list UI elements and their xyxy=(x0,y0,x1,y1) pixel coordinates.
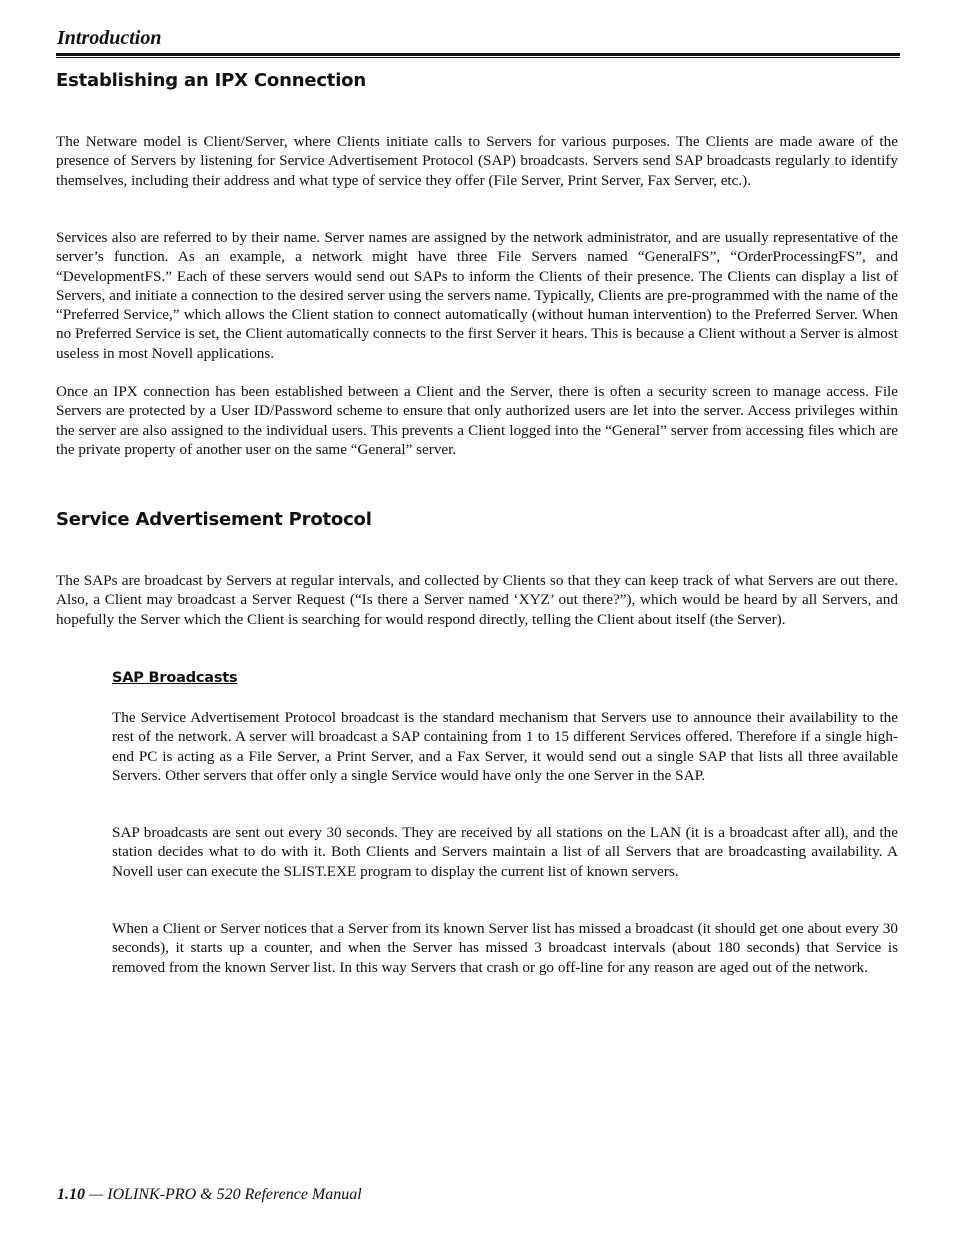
page-header-title: Introduction xyxy=(57,27,162,49)
paragraph-service-names: Services also are referred to by their name. Server names are assigned by the network administrator, and are usually representative of the server’s function. As an example, a network might have three File Servers named “GeneralFS”, “OrderProcessingFS”, and “DevelopmentFS.” Each of these servers would send out SAPs to inform the Clients of their presence. The Clients can display a list of Servers, and initiate a connection to the desired server using the servers name. Typically, Clients are pre-programmed with the name of the “Preferred Service,” which allows the Client station to connect automatically (without human intervention) to the Preferred Server. When no Preferred Service is set, the Client automatically connects to the first Server it hears. This is because a Client without a Server is almost useless in most Novell applications. xyxy=(56,229,898,362)
paragraph-sap-aging: When a Client or Server notices that a Server from its known Server list has missed a broadcast (it should get one about every 30 seconds), it starts up a counter, and when the Server has missed 3 broadcast intervals (about 180 seconds) that Service is removed from the known Server list. In this way Servers that crash or go off-line for any reason are aged out of the network. xyxy=(112,920,898,976)
paragraph-netware-model: The Netware model is Client/Server, where Clients initiate calls to Servers for various purposes. The Clients are made aware of the presence of Servers by listening for Service Advertisement Protocol (SAP) broadcasts. Servers send SAP broadcasts regularly to identify themselves, including their address and what type of service they offer (File Server, Print Server, Fax Server, etc.). xyxy=(56,133,898,189)
paragraph-sap-interval: SAP broadcasts are sent out every 30 seconds. They are received by all stations on the LAN (it is a broadcast after all), and the station decides what to do with it. Both Clients and Servers maintain a list of all Servers that are broadcasting availability. A Novell user can execute the SLIST.EXE program to display the current list of known servers. xyxy=(112,824,898,880)
page-footer xyxy=(57,1185,362,1205)
paragraph-security-screen: Once an IPX connection has been established between a Client and the Server, there is often a security screen to manage access. File Servers are protected by a User ID/Password scheme to ensure that only authorized users are let into the server. Access privileges within the server are also assigned to the individual users. This prevents a Client logged into the “General” server from accessing files which are the private property of another user on the same “General” server. xyxy=(56,383,898,458)
section-heading-ipx-connection: Establishing an IPX Connection xyxy=(56,70,366,91)
header-rule xyxy=(56,53,900,58)
footer-separator: — xyxy=(85,1186,108,1203)
footer-manual-title: IOLINK-PRO & 520 Reference Manual xyxy=(107,1186,362,1203)
paragraph-sap-intro: The SAPs are broadcast by Servers at regular intervals, and collected by Clients so that they can keep track of what Servers are out there. Also, a Client may broadcast a Server Request (“Is there a Server named ‘XYZ’ out there?”), which would be heard by all Servers, and hopefully the Server which the Client is searching for would respond directly, telling the Client about itself (the Server). xyxy=(56,572,898,628)
paragraph-sap-mechanism: The Service Advertisement Protocol broadcast is the standard mechanism that Servers use to announce their availability to the rest of the network. A server will broadcast a SAP containing from 1 to 15 different Services offered. Therefore if a single high-end PC is acting as a File Server, a Print Server, and a Fax Server, it would send out a single SAP that lists all three available Servers. Other servers that offer only a single Service would have only the one Server in the SAP. xyxy=(112,709,898,784)
section-heading-sap: Service Advertisement Protocol xyxy=(56,509,372,530)
subheading-sap-broadcasts: SAP Broadcasts xyxy=(112,670,238,686)
footer-page-number: 1.10 xyxy=(57,1186,85,1203)
